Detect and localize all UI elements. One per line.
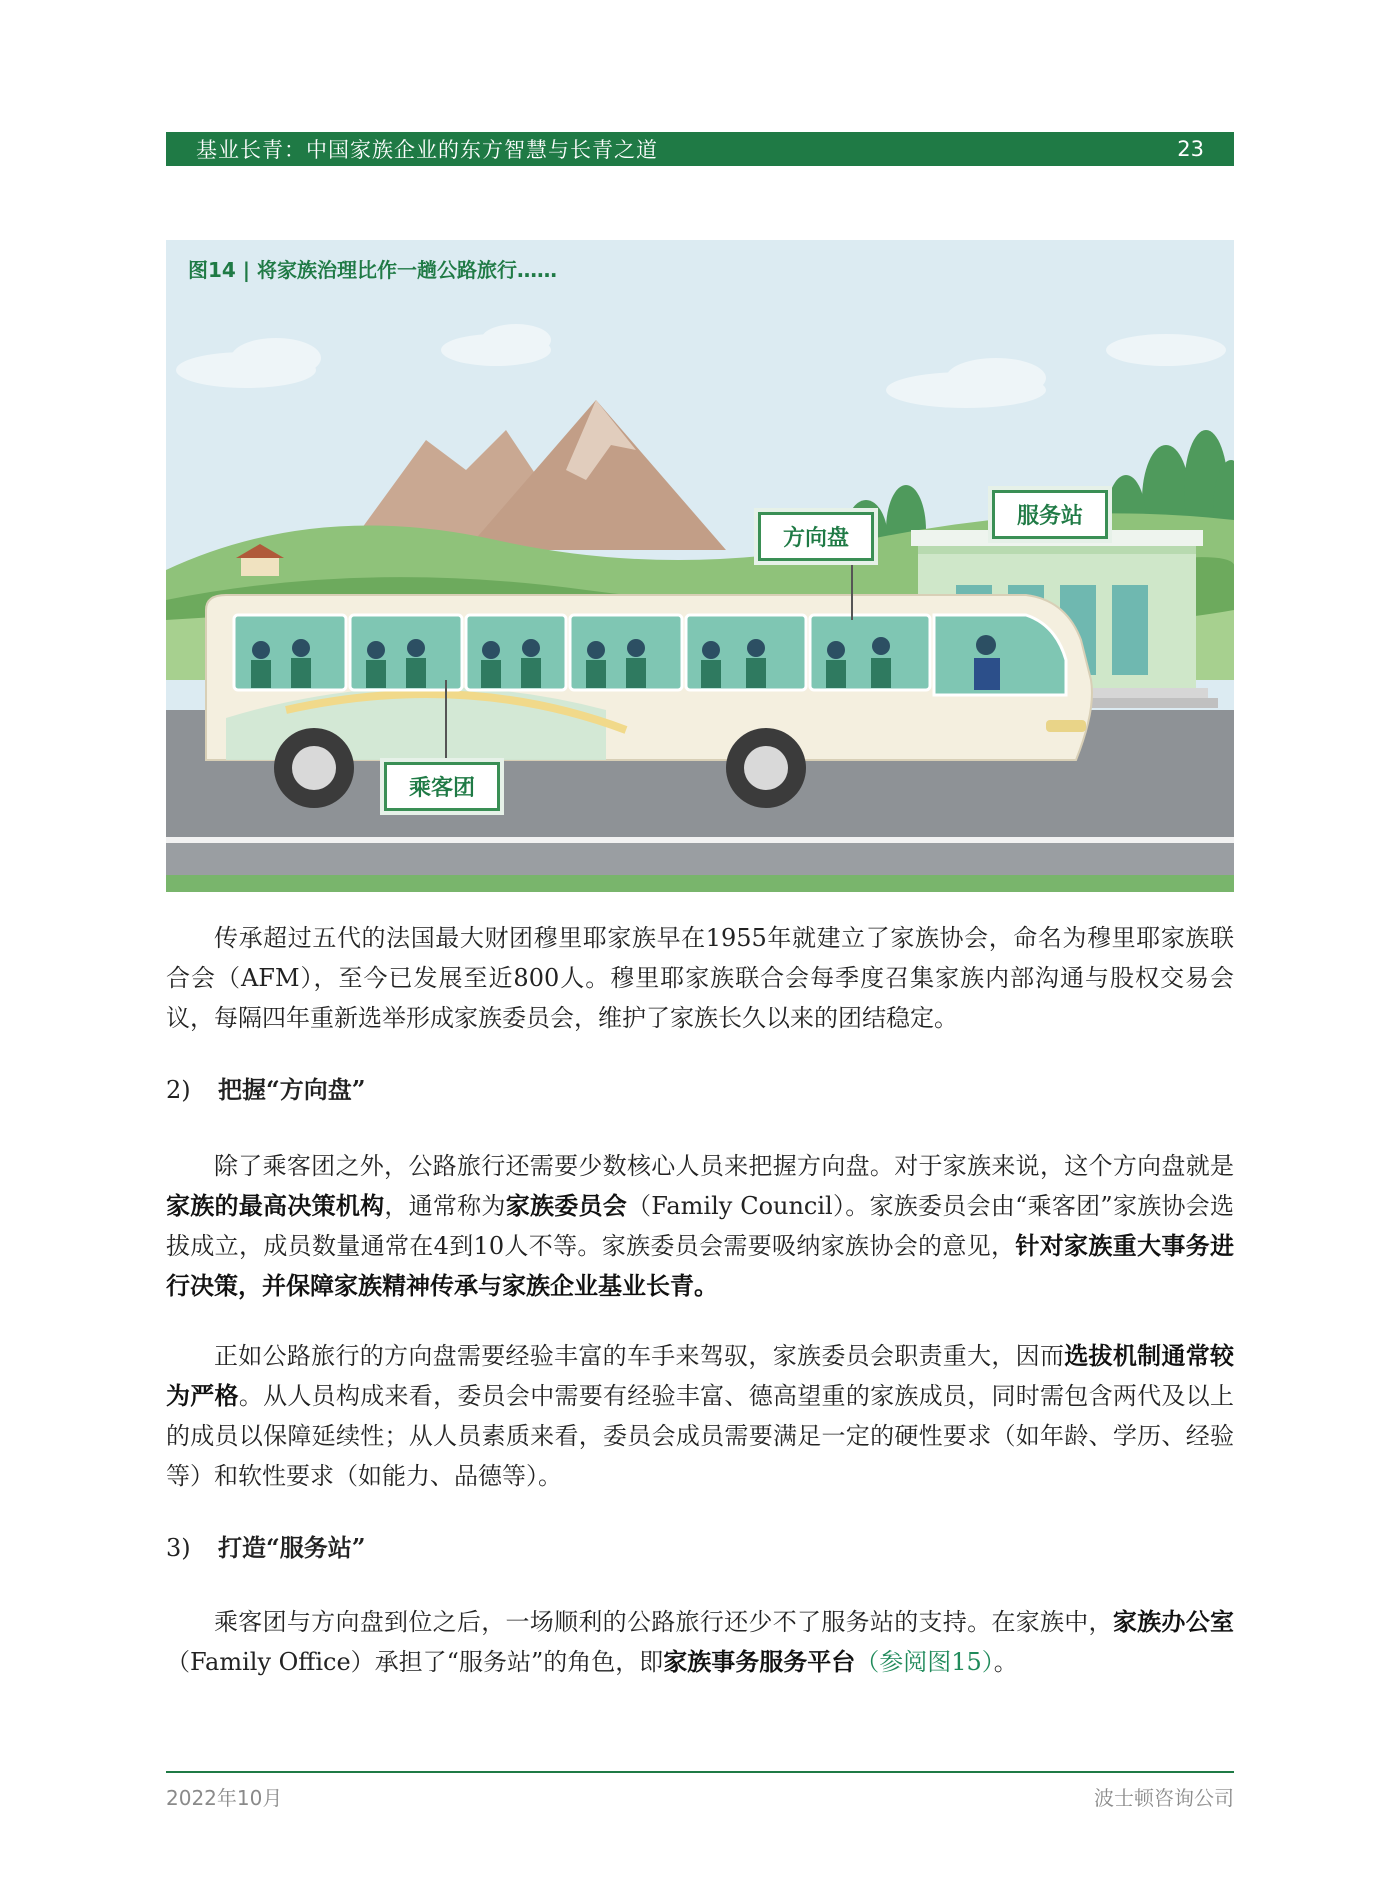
footer-divider bbox=[166, 1771, 1234, 1773]
text-run: ，通常称为 bbox=[384, 1192, 506, 1220]
label-steering-wheel: 方向盘 bbox=[758, 512, 874, 561]
text-run: （Family Council）。家族委员会由“乘客团”家族协会选拔成立，成员数量通常在4到10人不等。家族委员会需要吸纳家族协会的意见， bbox=[166, 1192, 1235, 1260]
bold-text: 家族委员会 bbox=[505, 1191, 628, 1220]
paragraph-steering bbox=[166, 1146, 1234, 1306]
section-title: 把握“方向盘” bbox=[218, 1075, 366, 1104]
section-heading-3 bbox=[166, 1528, 1234, 1563]
section-number: 3) bbox=[166, 1534, 191, 1562]
text-run: 。从人员构成来看，委员会中需要有经验丰富、德高望重的家族成员，同时需包含两代及以上的成员以保障延续性；从人员素质来看，委员会成员需要满足一定的硬性要求（如年龄、学历、经验等）和软性要求（如能力、品德等）。 bbox=[166, 1382, 1235, 1490]
text-run: 。 bbox=[993, 1648, 1018, 1676]
paragraph-selection bbox=[166, 1336, 1234, 1496]
text-run: （Family Office）承担了“服务站”的角色，即 bbox=[166, 1648, 664, 1676]
figure-road-trip bbox=[166, 240, 1234, 892]
section-heading-2 bbox=[166, 1070, 1234, 1105]
label-passengers: 乘客团 bbox=[384, 762, 500, 811]
figure-reference-link[interactable]: （参阅图15） bbox=[855, 1648, 994, 1676]
footer-publisher: 波士顿咨询公司 bbox=[1094, 1786, 1234, 1810]
paragraph-service-station bbox=[166, 1602, 1234, 1682]
report-title: 基业长青：中国家族企业的东方智慧与长青之道 bbox=[196, 138, 658, 162]
bold-text: 家族的最高决策机构 bbox=[166, 1191, 385, 1220]
paragraph-text: 传承超过五代的法国最大财团穆里耶家族早在1955年就建立了家族协会，命名为穆里耶家族联合会（AFM），至今已发展至近800人。穆里耶家族联合会每季度召集家族内部沟通与股权交易会议，每隔四年重新选举形成家族委员会，维护了家族长久以来的团结稳定。 bbox=[166, 924, 1234, 1032]
bold-text: 针对家族重大事务进行决策，并保障家族精神传承与家族企业基业长青。 bbox=[166, 1231, 1234, 1300]
paragraph-afm bbox=[166, 918, 1234, 1038]
bold-text: 选拔机制通常较为严格 bbox=[166, 1341, 1235, 1410]
page-header bbox=[166, 132, 1234, 166]
bold-text: 家族事务服务平台 bbox=[663, 1647, 856, 1676]
text-run: 乘客团与方向盘到位之后，一场顺利的公路旅行还少不了服务站的支持。在家族中， bbox=[214, 1608, 1113, 1636]
road-trip-illustration bbox=[166, 240, 1234, 892]
text-run: 正如公路旅行的方向盘需要经验丰富的车手来驾驭，家族委员会职责重大，因而 bbox=[214, 1342, 1065, 1370]
page-number: 23 bbox=[1177, 137, 1204, 161]
figure-caption: 图14 | 将家族治理比作一趟公路旅行…… bbox=[188, 258, 558, 282]
bold-text: 家族办公室 bbox=[1112, 1607, 1234, 1636]
footer-date: 2022年10月 bbox=[166, 1786, 283, 1810]
label-service-station: 服务站 bbox=[992, 490, 1108, 539]
section-title: 打造“服务站” bbox=[218, 1533, 366, 1562]
section-number: 2) bbox=[166, 1076, 191, 1104]
text-run: 除了乘客团之外，公路旅行还需要少数核心人员来把握方向盘。对于家族来说，这个方向盘就是 bbox=[214, 1152, 1234, 1180]
